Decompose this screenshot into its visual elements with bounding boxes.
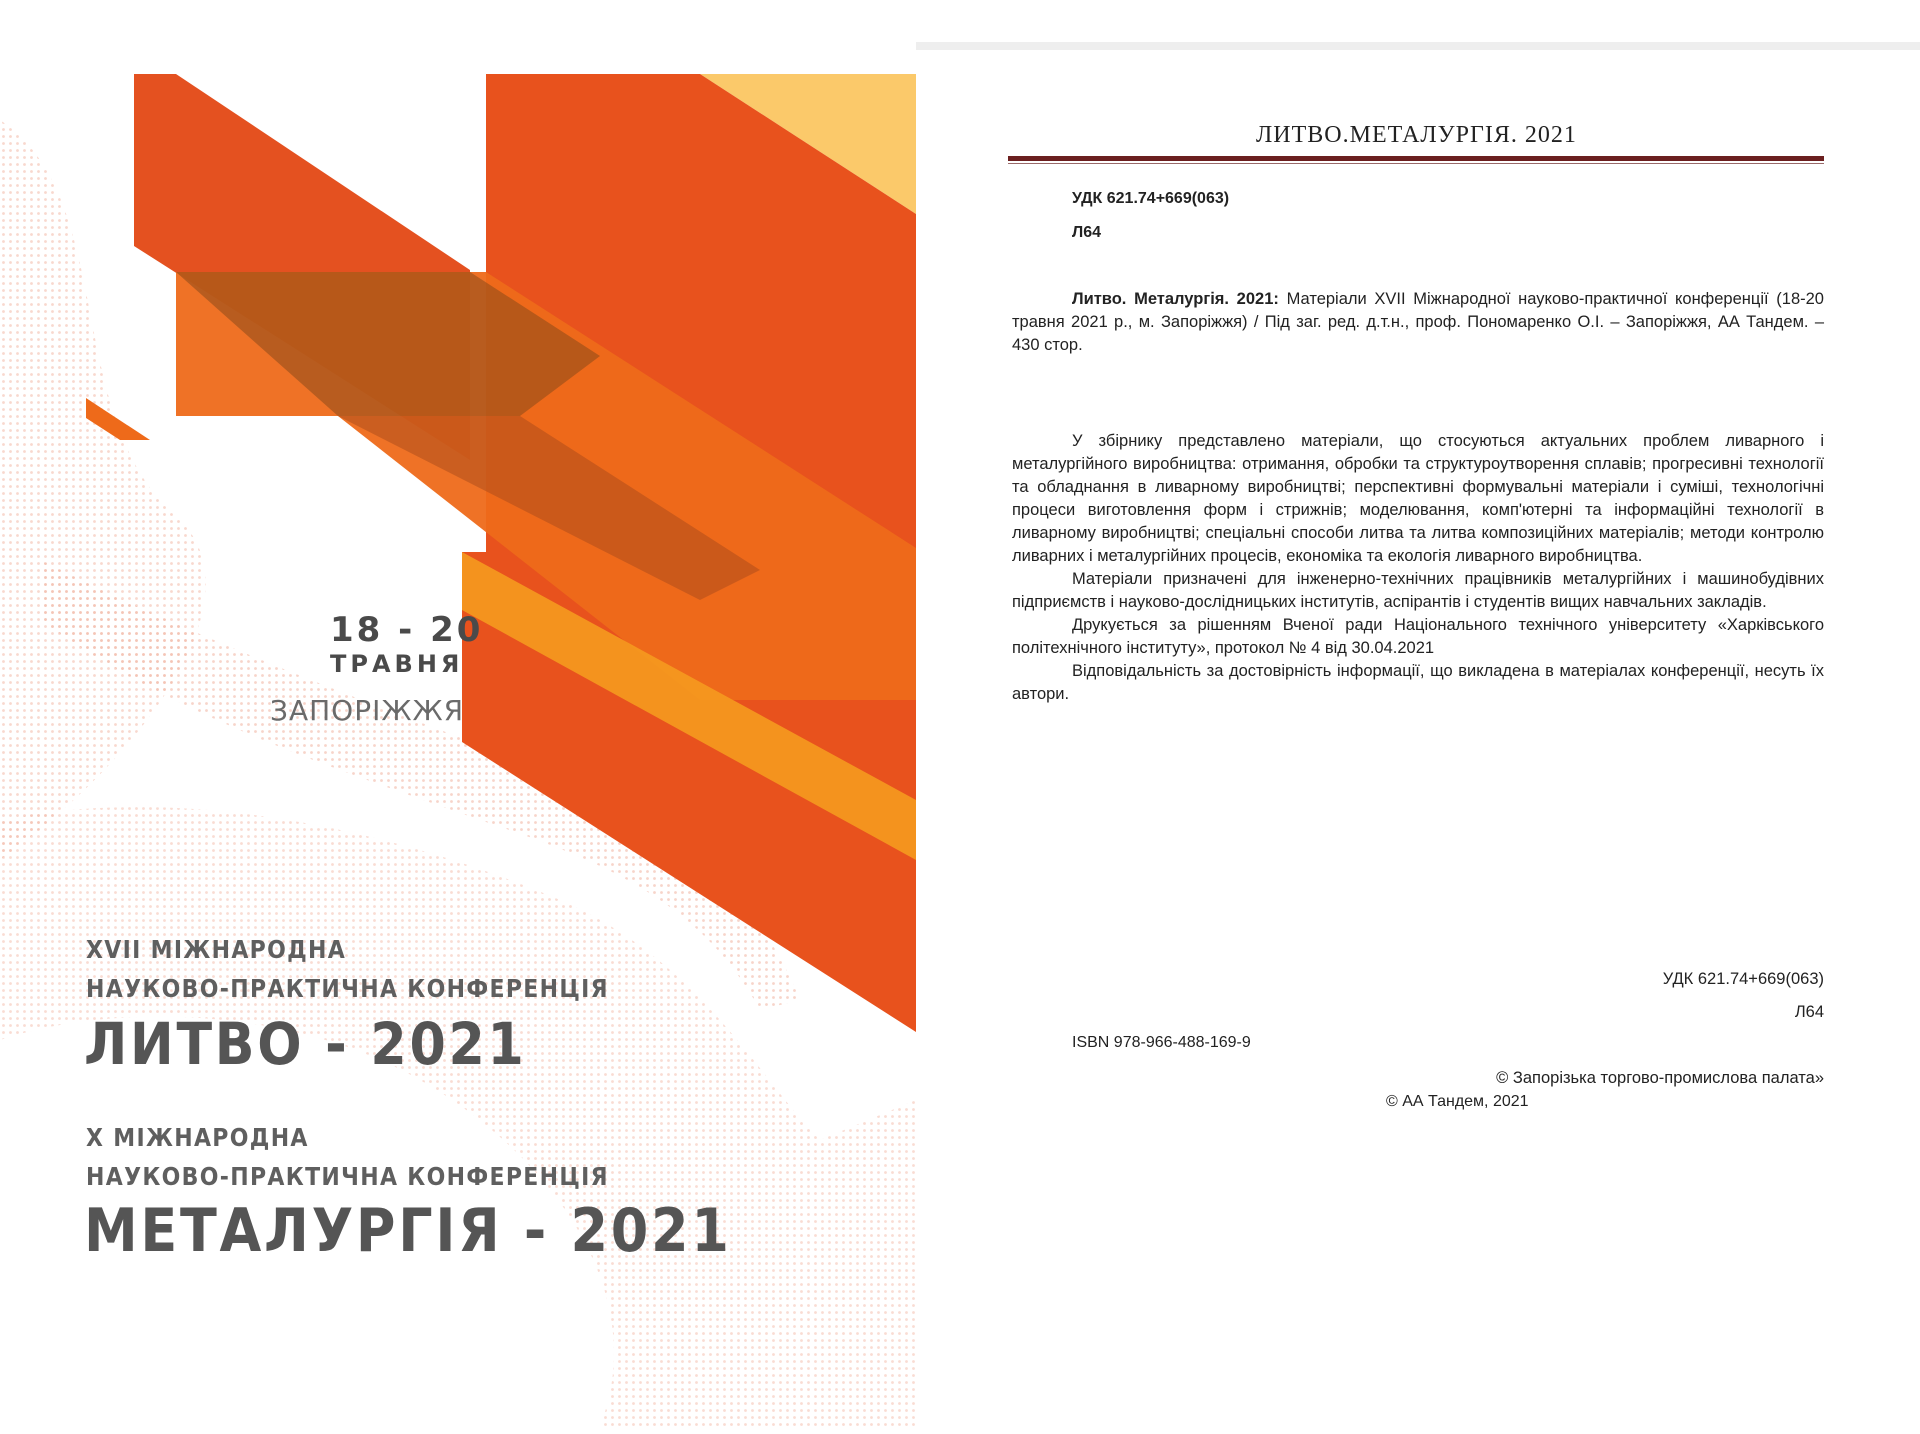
- title-verso-page: [916, 42, 1920, 1434]
- header-rule: [1008, 156, 1824, 161]
- udk-code-bottom: УДК 621.74+669(063): [1662, 970, 1824, 988]
- conference1-line2: НАУКОВО-ПРАКТИЧНА КОНФЕРЕНЦІЯ: [86, 974, 609, 1003]
- isbn: ISBN 978-966-488-169-9: [1072, 1034, 1251, 1051]
- abstract: [1012, 430, 1824, 706]
- copyright-line-2: © АА Тандем, 2021: [1386, 1093, 1529, 1110]
- running-header: ЛИТВО.МЕТАЛУРГІЯ. 2021: [1256, 122, 1577, 148]
- conference2-line2: НАУКОВО-ПРАКТИЧНА КОНФЕРЕНЦІЯ: [86, 1162, 609, 1191]
- cover-dates: 18 - 20: [330, 610, 484, 650]
- abstract-paragraph: Матеріали призначені для інженерно-технічних працівників металургійних і машинобудівних підприємств і науково-дослідницьких інститутів, аспірантів і студентів вищих навчальних закладів.: [1012, 570, 1824, 611]
- cover-month: ТРАВНЯ: [330, 650, 464, 678]
- abstract-paragraph: Друкується за рішенням Вченої ради Національного технічного університету «Харківського політехнічного інституту», протокол № 4 від 30.04.2021: [1012, 616, 1824, 657]
- bibliographic-citation: [1012, 288, 1824, 357]
- author-code: Л64: [1072, 224, 1102, 241]
- conference2-line1: X МІЖНАРОДНА: [86, 1123, 309, 1152]
- copyright-line-1: © Запорізька торгово-промислова палата»: [1496, 1069, 1824, 1087]
- citation-text: Матеріали XVII Міжнародної науково-практичної конференції (18-20 травня 2021 р., м. Запоріжжя) / Під заг. ред. д.т.н., проф. Пономаренко О.І. – Запоріжжя, АА Тандем. – 430 стор.: [1012, 290, 1824, 354]
- conference1-title: ЛИТВО - 2021: [84, 1010, 527, 1078]
- abstract-paragraph: У збірнику представлено матеріали, що стосуються актуальних проблем ливарного і металургійного виробництва: отримання, обробки та структуроутворення сплавів; прогресивні технології та обладнання в ливарному виробництві; перспективні формувальні матеріали і суміші, технологічні процеси виготовлення форм і стрижнів; моделювання, комп'ютерні та інформаційні технології в ливарному виробництві; спеціальні способи литва та литва композиційних матеріалів; методи контролю ливарних і металургійних процесів, економіка та екологія ливарного виробництва.: [1012, 432, 1824, 565]
- conference1-line1: XVII МІЖНАРОДНА: [86, 935, 347, 964]
- udk-code: УДК 621.74+669(063): [1072, 190, 1230, 207]
- book-cover: [0, 0, 916, 1426]
- conference2-title: МЕТАЛУРГІЯ - 2021: [84, 1196, 732, 1266]
- cover-city: ЗАПОРІЖЖЯ: [270, 694, 465, 727]
- abstract-paragraph: Відповідальність за достовірність інформації, що викладена в матеріалах конференції, несуть їх автори.: [1012, 662, 1824, 703]
- author-code-bottom: Л64: [1794, 1003, 1824, 1021]
- header-rule-thin: [1008, 163, 1824, 164]
- citation-title: Литво. Металургія. 2021:: [1072, 290, 1279, 308]
